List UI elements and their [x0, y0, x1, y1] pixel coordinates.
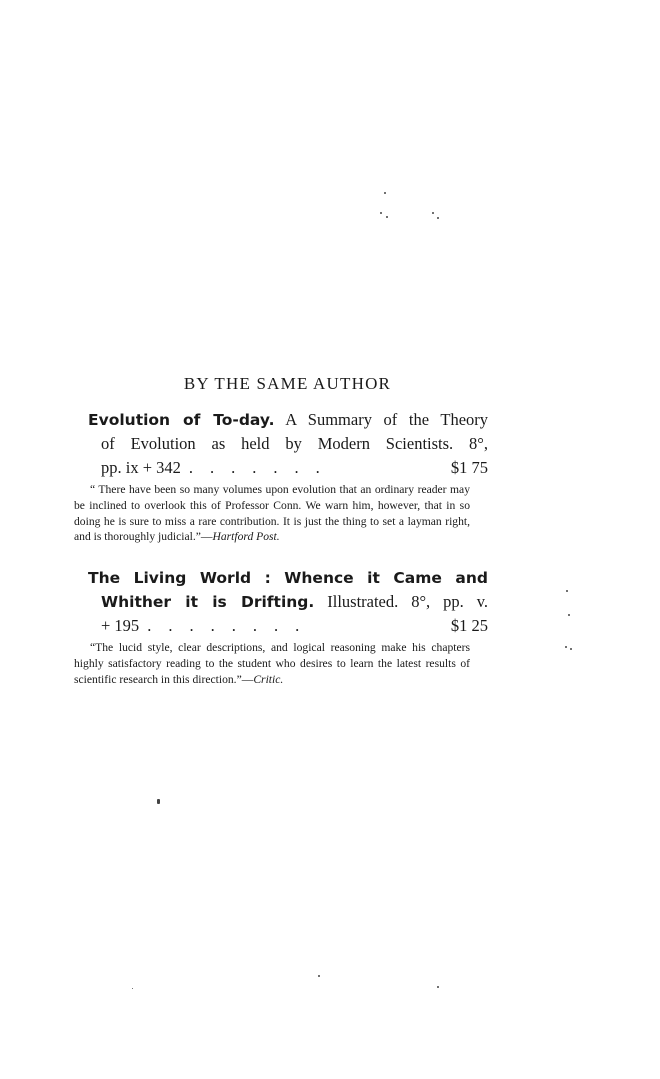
book-price: $1 25: [450, 616, 488, 635]
scan-speck: [132, 988, 133, 989]
book-subtitle: A Summary of the Theory: [285, 410, 489, 429]
scan-speck: [380, 212, 382, 214]
book-title-continued: Whither it is Drifting.: [101, 593, 315, 611]
review-text: “ There have been so many volumes upon evolution that an ordinary reader may be inclined to overlook this of Professor Conn. We warn him, however, that in so doing he is sure to miss a rare contribution. It is just the thing to set a layman right, and is thoroughly judicial.”—: [74, 483, 470, 544]
review-quote: [74, 482, 470, 545]
scan-speck: [568, 614, 570, 616]
scan-speck: [318, 975, 320, 977]
scan-speck: [157, 799, 160, 804]
dot-leaders: ........: [147, 616, 317, 635]
scan-speck: [570, 648, 572, 650]
review-source: Hartford Post.: [212, 530, 280, 544]
price-line: [88, 614, 488, 638]
review-source: Critic.: [253, 672, 284, 686]
entry-title-line: [88, 408, 488, 432]
scan-speck: [565, 646, 567, 648]
entry-title-line: [88, 566, 488, 590]
book-entry: [74, 408, 489, 545]
review-text: “The lucid style, clear descriptions, and logical reasoning make his chapters highly satisfactory reading to the student who desires to learn the latest results of scientific research in this direction.”—: [74, 641, 470, 686]
section-heading: BY THE SAME AUTHOR: [183, 374, 392, 393]
scan-speck: [566, 590, 568, 592]
scan-speck: [386, 216, 388, 218]
scan-speck: [384, 192, 386, 194]
price-line: [88, 456, 488, 480]
review-quote: [74, 640, 470, 687]
scan-speck: [437, 986, 439, 988]
book-title: The Living World : Whence it Came and: [88, 569, 488, 587]
entry-title-line-2: [88, 590, 488, 614]
scan-speck: [437, 217, 439, 219]
dot-leaders: .......: [188, 458, 337, 477]
scan-speck: [432, 212, 434, 214]
book-title: Evolution of To-day.: [88, 411, 275, 429]
page-count: + 195: [101, 616, 140, 635]
book-price: $1 75: [450, 458, 488, 477]
page-count: pp. ix + 342: [101, 458, 181, 477]
book-subtitle-continued: of Evolution as held by Modern Scientists. 8°,: [101, 434, 488, 453]
book-entry: [74, 566, 489, 687]
book-description: Illustrated. 8°, pp. v.: [327, 592, 489, 611]
